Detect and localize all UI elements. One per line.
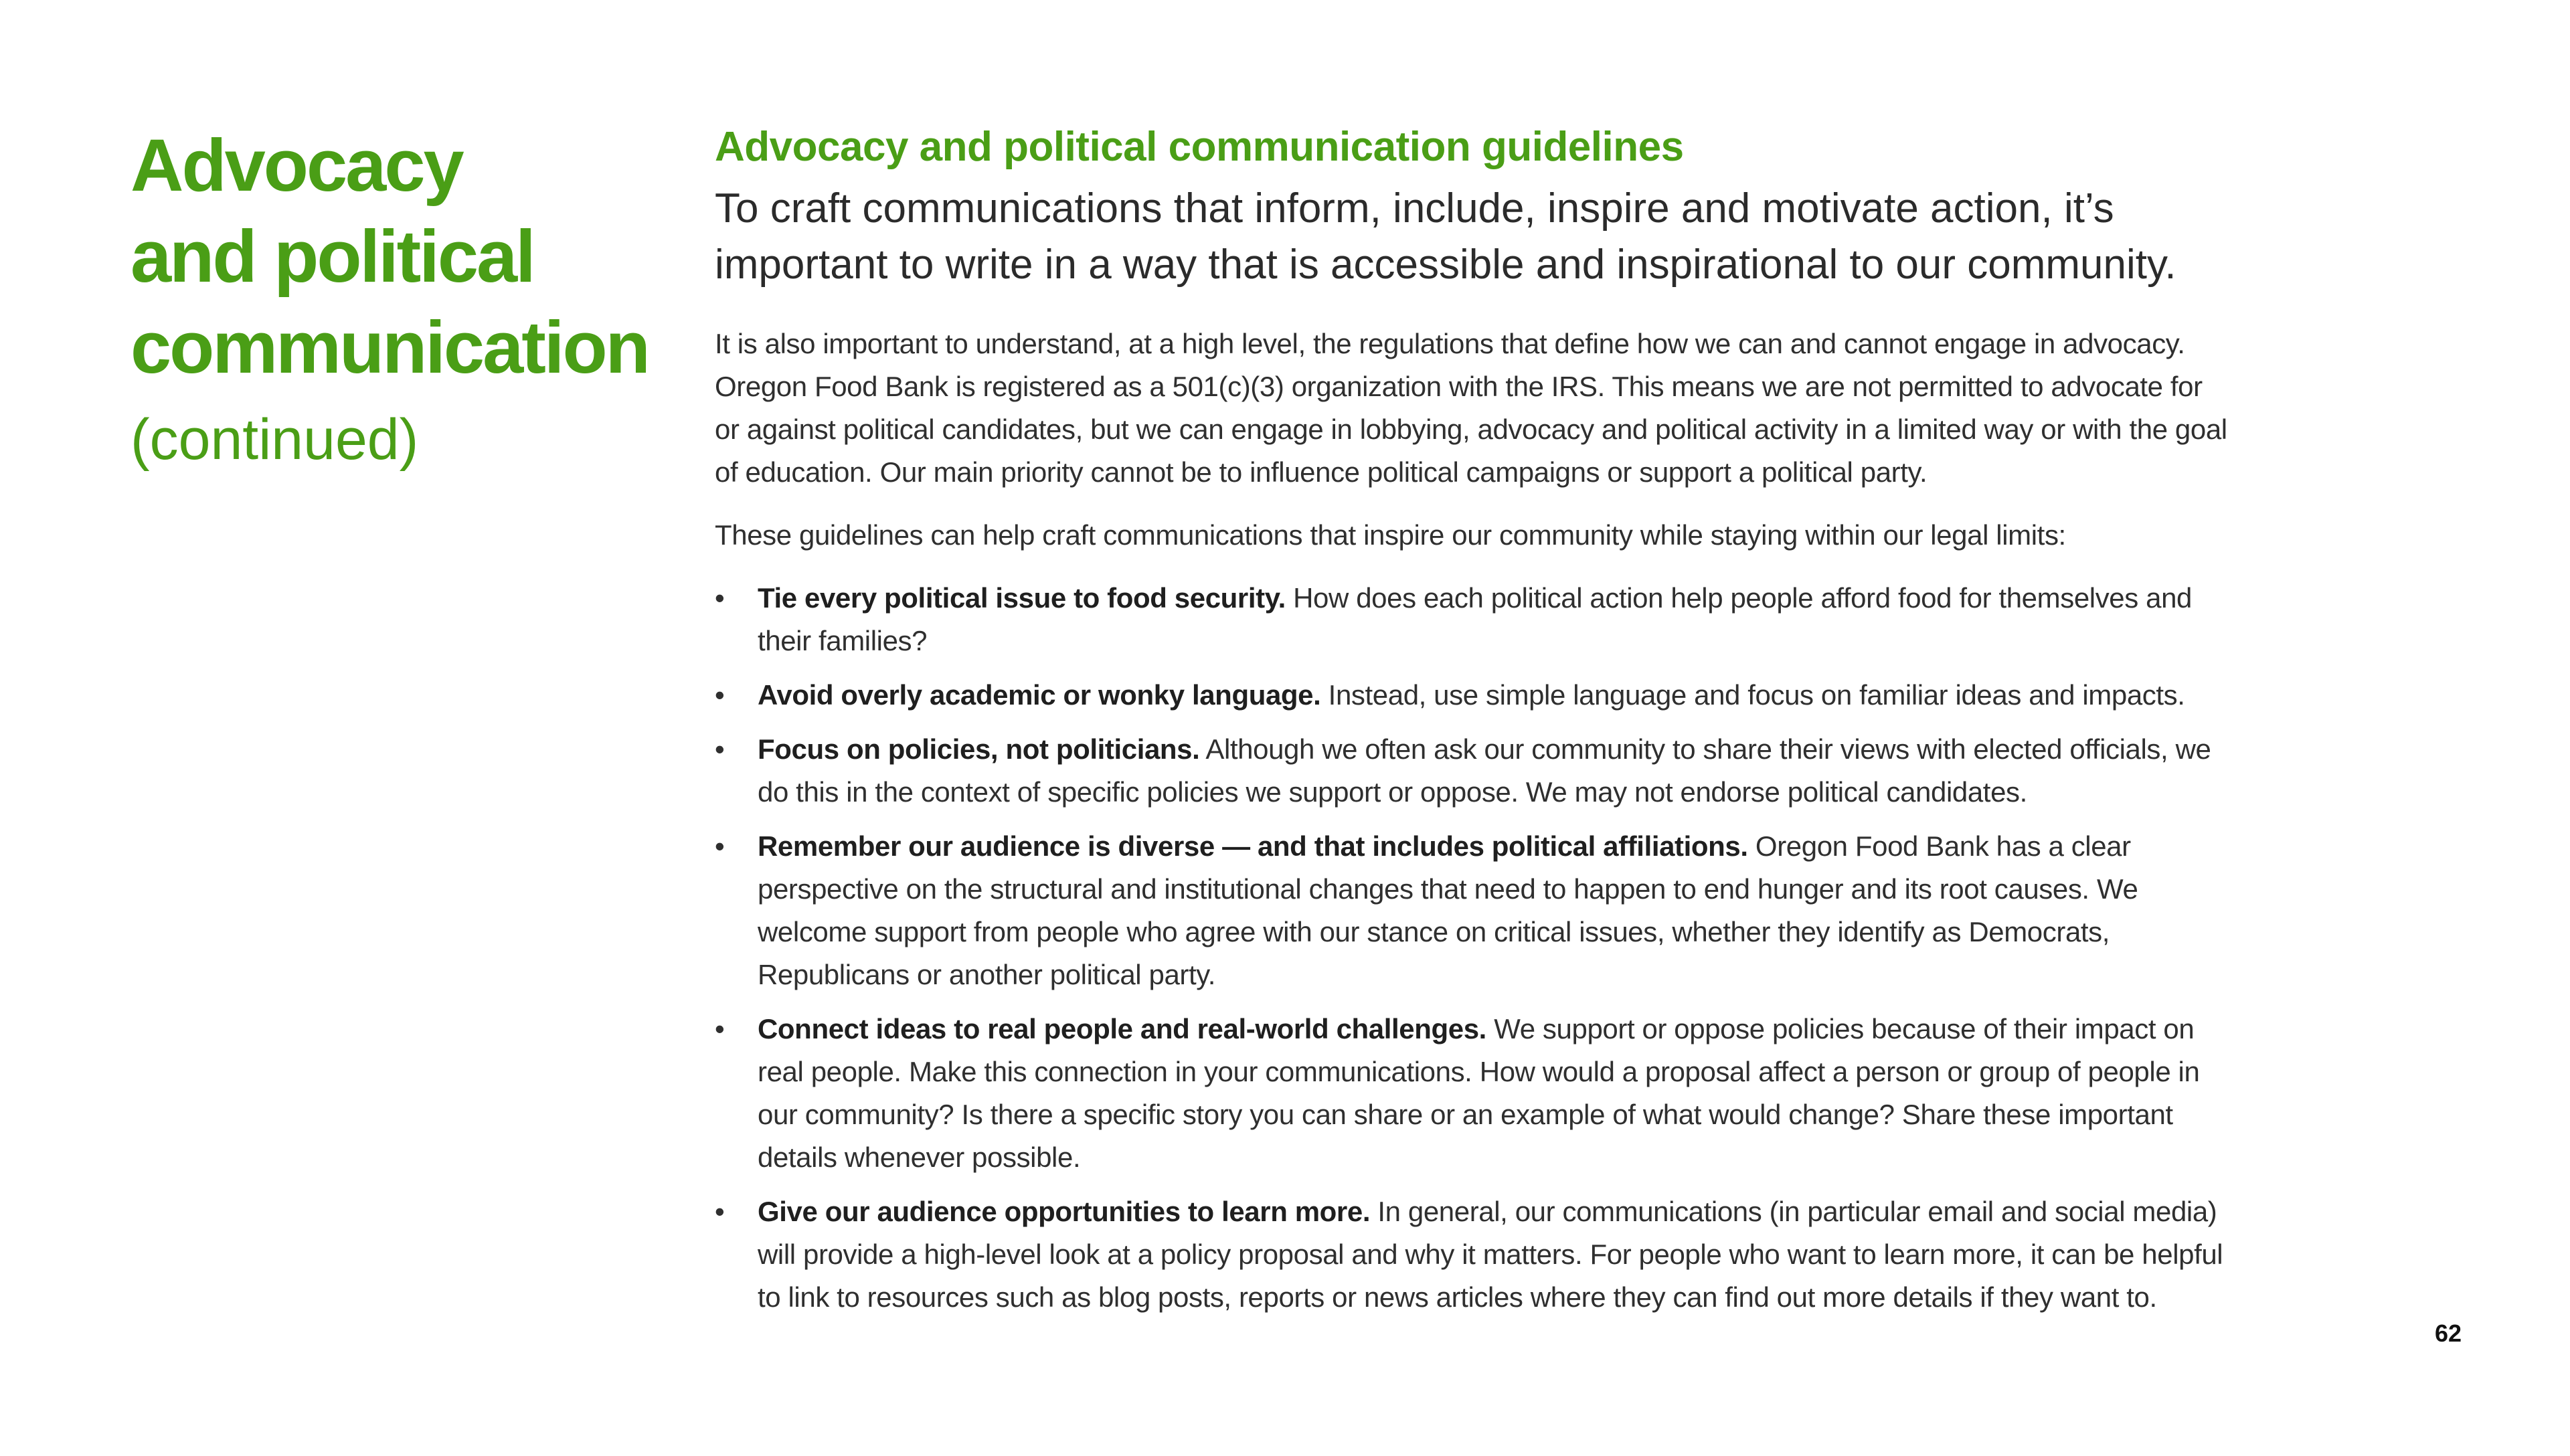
page-number: 62 (2435, 1320, 2462, 1347)
list-item-heading: Avoid overly academic or wonky language. (758, 679, 1321, 711)
section-title-line-2: and political (131, 215, 534, 298)
list-item-text: Although we often ask our community to share their views with elected officials, we do this in the context of specific policies we support or oppose. We may not endorse political candidates. (758, 733, 2211, 808)
list-item-text: In general, our communications (in particular email and social media) will provide a high-level look at a policy proposal and why it matters. For people who want to learn more, it can be helpful to link to resources such as blog posts, reports or news articles where they can find out more details if they want to. (758, 1196, 2223, 1313)
list-item-heading: Focus on policies, not politicians. (758, 733, 1200, 765)
list-item-text: We support or oppose policies because of their impact on real people. Make this connection in your communications. How would a proposal affect a person or group of people in our community? Is there a specific story you can share or an example of what would change? Share these important details whenever possible. (758, 1013, 2200, 1173)
section-title-block (131, 120, 679, 476)
section-subtitle: (continued) (131, 407, 419, 472)
list-item (715, 728, 2234, 814)
section-title-line-1: Advocacy (131, 124, 462, 207)
lead-paragraph: To craft communications that inform, include, inspire and motivate action, it’s important to write in a way that is accessible and inspirational to our community. (715, 185, 2176, 288)
list-item (715, 577, 2234, 662)
guidelines-heading: Advocacy and political communication guidelines (715, 124, 1684, 170)
bullet-icon: • (715, 679, 725, 711)
list-item-heading: Connect ideas to real people and real-world challenges. (758, 1013, 1486, 1044)
list-item-heading: Give our audience opportunities to learn more. (758, 1196, 1371, 1227)
regulations-paragraph: It is also important to understand, at a high level, the regulations that define how we can and cannot engage in advocacy. Oregon Food Bank is registered as a 501(c)(3) organization with the IRS. This means we are not permitted to advocate for or against political candidates, but we can engage in lobbying, advocacy and political activity in a limited way or with the goal of education. Our main priority cannot be to influence political campaigns or support a political party. (715, 328, 2227, 488)
list-item (715, 1190, 2234, 1319)
list-item-text: Oregon Food Bank has a clear perspective on the structural and institutional changes that need to happen to end hunger and its root causes. We welcome support from people who agree with our stance on critical issues, whether they identify as Democrats, Republicans or another political party. (758, 830, 2138, 990)
list-item (715, 674, 2234, 717)
list-item-text: Instead, use simple language and focus on familiar ideas and impacts. (1320, 679, 2185, 711)
bullet-icon: • (715, 582, 725, 614)
bullet-icon: • (715, 1013, 725, 1044)
list-item-heading: Tie every political issue to food security. (758, 582, 1286, 614)
bullet-icon: • (715, 733, 725, 765)
guidelines-intro-paragraph: These guidelines can help craft communications that inspire our community while staying within our legal limits: (715, 519, 2066, 551)
list-item (715, 1008, 2234, 1179)
guidelines-list (715, 577, 2234, 1319)
list-item-text: How does each political action help people afford food for themselves and their families? (758, 582, 2193, 656)
list-item (715, 825, 2234, 996)
main-content (715, 119, 2234, 1330)
bullet-icon: • (715, 830, 725, 862)
section-title-line-3: communication (131, 306, 649, 389)
bullet-icon: • (715, 1196, 725, 1227)
list-item-heading: Remember our audience is diverse — and that includes political affiliations. (758, 830, 1748, 862)
